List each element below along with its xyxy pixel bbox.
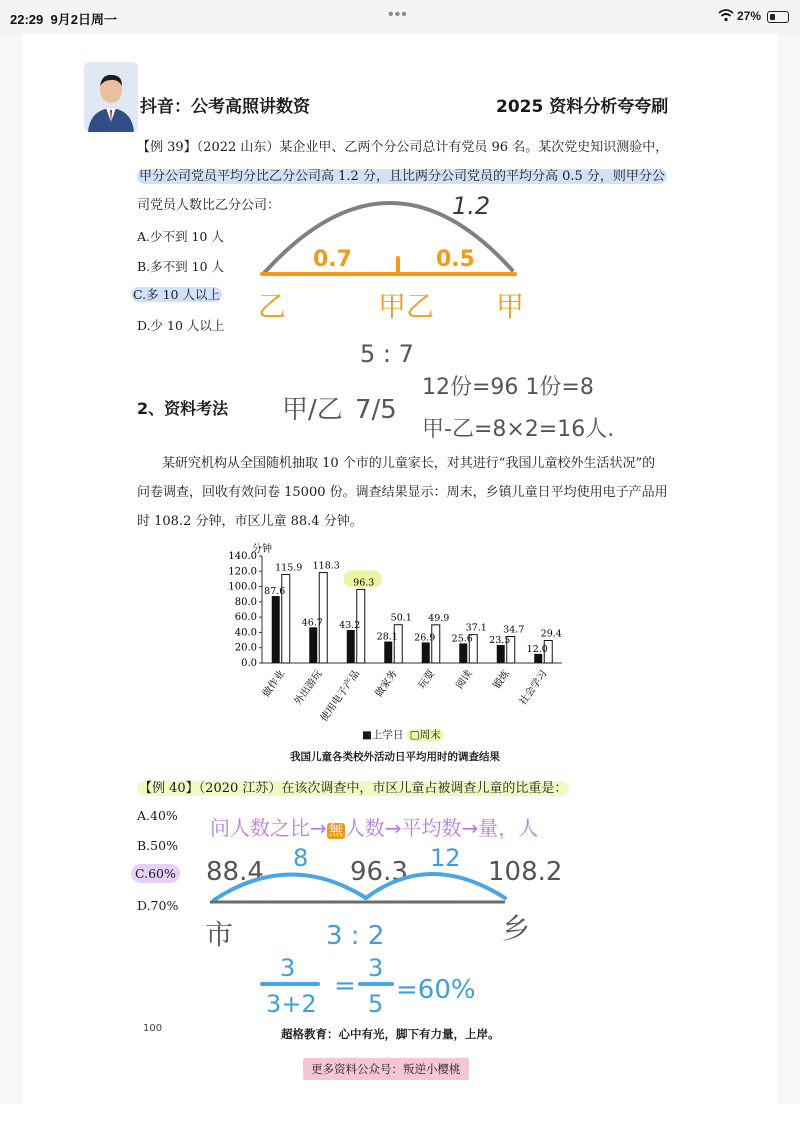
purple-badge: 無: [328, 823, 343, 839]
bar-school-day: [534, 654, 542, 663]
page-number: 100: [143, 1023, 163, 1034]
status-time: 22:29 9月2日周一: [10, 12, 117, 27]
handwriting-40-annotation: [0, 830, 800, 1050]
chart-legend: [362, 727, 444, 742]
purple-note: 问人数之比→ 無 人数→平均数→量，人: [210, 816, 539, 840]
label-school-day: 12.0: [526, 643, 548, 655]
bar-school-day: [384, 642, 392, 663]
frac1-den: 3+2: [266, 990, 317, 1018]
ratio-label: 5 : 7: [360, 340, 414, 368]
label-weekend: 118.3: [312, 560, 340, 572]
category-label: 做作业: [260, 668, 288, 700]
fraction-right: 7/5: [355, 395, 397, 425]
y-axis-label: 分钟: [252, 544, 272, 555]
left-gap: 8: [293, 844, 309, 872]
bar-school-day: [309, 627, 317, 663]
result: =60%: [396, 975, 476, 1005]
label-weekend: 115.9: [275, 562, 303, 574]
mid-label: 甲乙: [378, 290, 435, 323]
left-end: 市: [205, 918, 234, 951]
paragraph-line-2: 问卷调查，回收有效问卷 15000 份。调查结果显示：周末，乡镇儿童日平均使用电子产品用: [137, 485, 668, 500]
example40-option-c[interactable]: C.60%: [131, 866, 180, 881]
y-tick-label: 40.0: [234, 627, 257, 639]
left-seg-label: 0.7: [313, 247, 352, 272]
left-end-label: 乙: [258, 290, 287, 323]
category-label: 外出游玩: [292, 668, 325, 708]
paragraph-line-1: 某研究机构从全国随机抽取 10 个市的儿童家长，对其进行“我国儿童校外生活状况”的: [162, 456, 656, 471]
category-label: 使用电子产品: [318, 668, 363, 724]
example39-line-1: 【例 39】（2022 山东）某企业甲、乙两个分公司总计有党员 96 名。某次党史知识测验中，: [137, 140, 669, 155]
y-tick-label: 60.0: [234, 612, 257, 624]
label-school-day: 87.6: [264, 586, 286, 598]
example39-option-c[interactable]: C.多 10 人以上: [133, 287, 220, 302]
label-weekend: 34.7: [503, 624, 525, 636]
category-label: 玩耍: [416, 668, 438, 692]
label-weekend: 29.4: [540, 628, 562, 640]
y-tick-label: 0.0: [241, 658, 257, 669]
frac2-num: 3: [368, 954, 384, 982]
example40-option-d[interactable]: D.70%: [137, 898, 179, 913]
right-end: 乡: [502, 912, 531, 945]
right-end-label: 甲: [496, 290, 525, 323]
example39-option-b[interactable]: B.多不到 10 人: [137, 259, 225, 274]
category-label: 做家务: [373, 668, 400, 700]
header-right-title: 2025 资料分析夸夸刷: [496, 97, 669, 117]
category-label: 阅读: [454, 668, 475, 692]
label-school-day: 25.6: [451, 633, 473, 645]
label-school-day: 23.5: [489, 635, 511, 647]
legend-weekend: □周末: [407, 729, 444, 741]
calc-line-2: 甲-乙=8×2=16人.: [422, 417, 615, 442]
right-seg-label: 0.5: [436, 247, 475, 272]
label-school-day: 28.1: [376, 631, 398, 643]
y-tick-label: 140.0: [228, 551, 257, 562]
battery-percent: 27%: [737, 9, 762, 23]
label-school-day: 46.7: [301, 617, 323, 629]
category-label: 社会学习: [517, 668, 550, 708]
header-left-title: 抖音：公考高照讲数资: [140, 97, 310, 117]
label-school-day: 43.2: [339, 619, 361, 631]
right-val: 108.2: [488, 857, 563, 887]
fraction-left: 甲/乙: [282, 395, 343, 425]
y-tick-label: 20.0: [234, 642, 257, 654]
frac1-num: 3: [280, 954, 296, 982]
frac2-den: 5: [368, 990, 384, 1018]
label-weekend: 50.1: [390, 612, 412, 624]
example40-option-b[interactable]: B.50%: [137, 838, 178, 853]
y-tick-label: 80.0: [234, 596, 257, 608]
bar-school-day: [422, 642, 430, 663]
bar-school-day: [497, 645, 505, 663]
y-tick-label: 100.0: [228, 581, 257, 593]
label-weekend: 96.3: [353, 577, 375, 589]
eq-sign: =: [334, 971, 356, 1001]
bar-weekend: [432, 625, 440, 663]
multitask-dots-icon[interactable]: •••: [388, 6, 408, 23]
handwriting-39-annotation: [0, 0, 800, 460]
example40-option-a[interactable]: A.40%: [137, 808, 178, 823]
footer-banner[interactable]: 更多资料公众号：叛逆小樱桃: [303, 1058, 469, 1080]
paragraph-line-3: 时 108.2 分钟，市区儿童 88.4 分钟。: [137, 514, 363, 529]
footer-slogan: 超格教育：心中有光，脚下有力量，上岸。: [281, 1027, 500, 1041]
example39-option-d[interactable]: D.少 10 人以上: [137, 318, 225, 333]
arc-label: 1.2: [452, 192, 491, 220]
bar-school-day: [272, 596, 280, 663]
bar-school-day: [347, 630, 355, 663]
example39-option-a[interactable]: A.少不到 10 人: [137, 229, 224, 244]
bar-school-day: [459, 643, 467, 663]
mid-val: 96.3: [350, 857, 408, 887]
y-tick-label: 120.0: [228, 566, 257, 578]
ratio-40: 3 : 2: [326, 921, 385, 951]
label-school-day: 26.9: [414, 632, 436, 644]
bar-weekend: [394, 625, 402, 663]
label-weekend: 37.1: [465, 622, 487, 634]
legend-school-day: ■上学日: [362, 729, 404, 741]
right-gap: 12: [430, 844, 461, 872]
example39-line-3: 司党员人数比乙分公司：: [137, 198, 281, 213]
example39-line-2: 甲分公司党员平均分比乙分公司高 1.2 分，且比两分公司党员的平均分高 0.5 分，则甲分公: [139, 169, 665, 184]
calc-line-1: 12份=96 1份=8: [422, 375, 594, 400]
category-label: 锻炼: [491, 668, 513, 692]
section-title: 2、资料考法: [137, 399, 229, 418]
left-val: 88.4: [206, 857, 264, 887]
label-weekend: 49.9: [428, 612, 450, 624]
chart-title: 我国儿童各类校外活动日平均用时的调查结果: [290, 751, 500, 763]
example40-question: 【例 40】（2020 江苏）在该次调查中，市区儿童占被调查儿童的比重是：: [139, 781, 568, 796]
